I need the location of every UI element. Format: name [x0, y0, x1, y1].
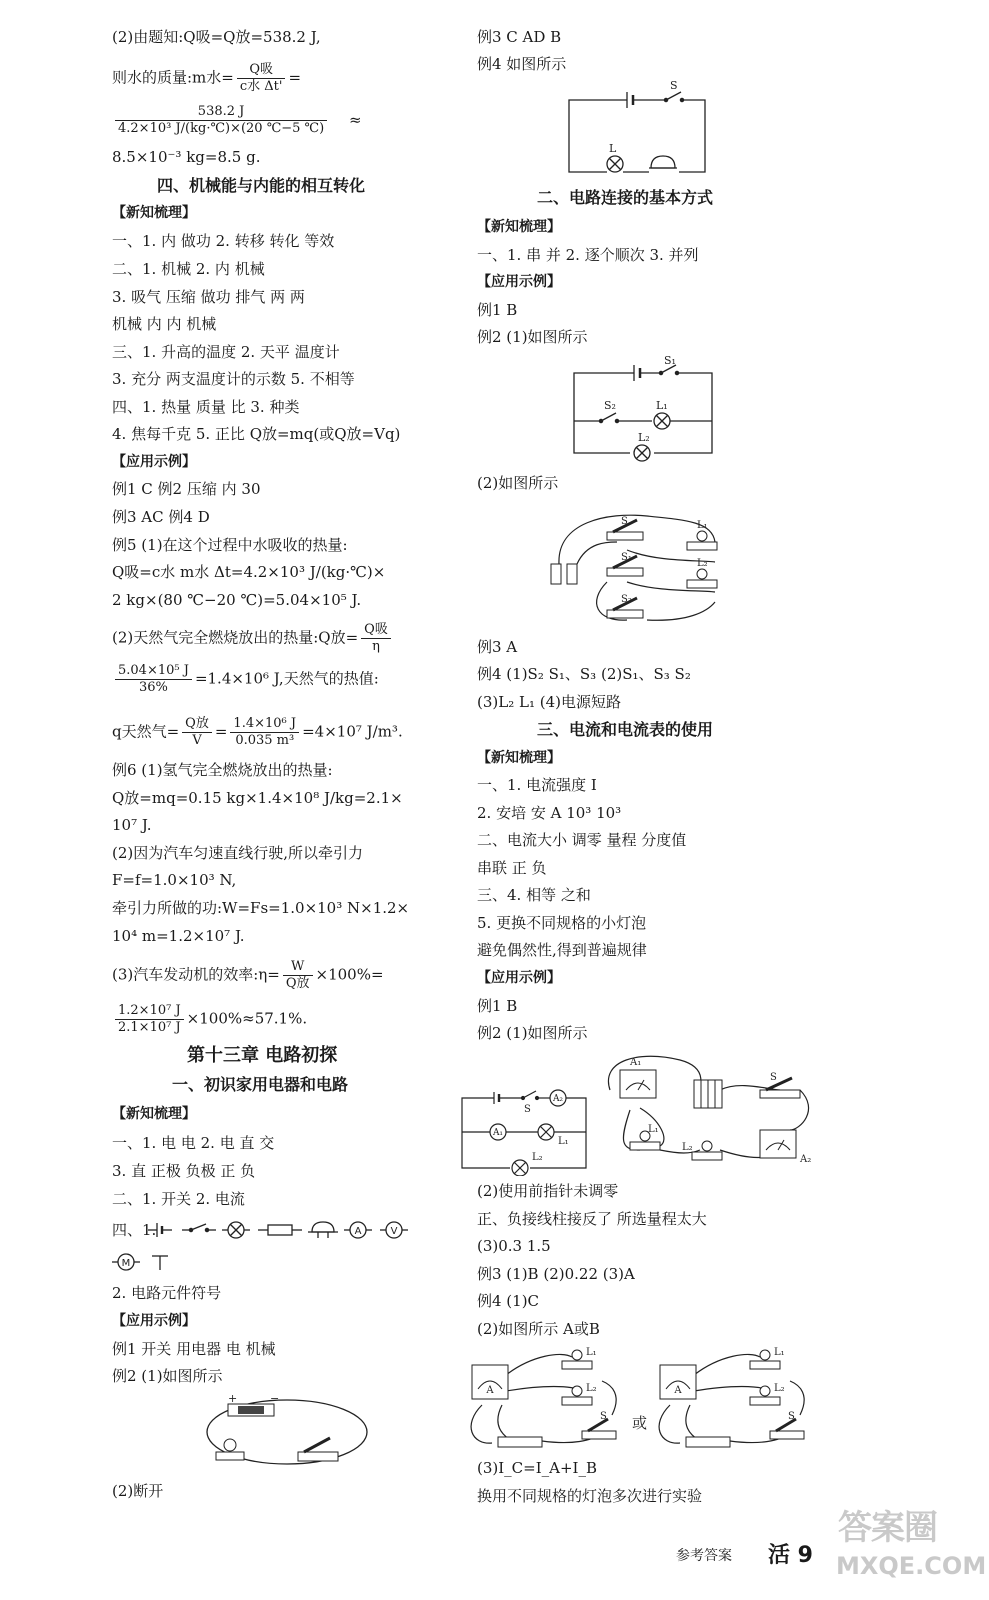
denominator: 0.035 m³ [235, 733, 295, 748]
fraction [115, 663, 192, 696]
text-line: 一、1. 电流强度 I [477, 776, 597, 794]
text-line: (2)如图所示 A或B [477, 1320, 600, 1338]
a2-label: A₂ [800, 1154, 812, 1165]
text-line: 正、负接线柱接反了 所选量程太大 [477, 1210, 707, 1228]
section-title: 二、电路连接的基本方式 [537, 188, 714, 207]
text-span: q天然气= [112, 722, 180, 741]
text-line: (2)由题知:Q吸=Q放=538.2 J, [112, 28, 321, 46]
text-line: 例3 C AD B [477, 28, 562, 46]
battery-holder-icon [228, 1404, 274, 1416]
text-line [112, 622, 394, 655]
text-line: 例1 B [477, 301, 518, 319]
ex4-circuit-right [650, 1345, 815, 1453]
section-title: 四、机械能与内能的相互转化 [157, 176, 366, 195]
fraction [361, 622, 391, 655]
minus-label: − [270, 1392, 280, 1405]
text-line: 例6 (1)氢气完全燃烧放出的热量: [112, 761, 333, 779]
text-line: 二、1. 开关 2. 电流 [112, 1190, 245, 1208]
text-line: 一、1. 电 电 2. 电 直 交 [112, 1134, 275, 1152]
text-line: Q放=mq=0.15 kg×1.4×10⁸ J/kg=2.1× [112, 789, 403, 807]
s2-label: S₂ [621, 594, 632, 605]
denominator: 4.2×10³ J/(kg·℃)×(20 ℃−5 ℃) [118, 121, 325, 136]
battery-cells-icon [551, 564, 577, 584]
l1-label: L₁ [656, 399, 668, 412]
denominator: c水 Δt' [239, 79, 283, 94]
text-span: =4×10⁷ J/m³. [302, 722, 403, 741]
denominator: η [372, 639, 380, 654]
or-text: 或 [632, 1414, 648, 1432]
text-line: 三、1. 升高的温度 2. 天平 温度计 [112, 343, 340, 361]
text-span: =1.4×10⁶ J,天然气的热值: [194, 669, 379, 688]
section-tag: 【应用示例】 [112, 1313, 196, 1329]
text-line: 例2 (1)如图所示 [112, 1367, 223, 1385]
section-tag: 【新知梳理】 [112, 1106, 196, 1122]
fraction [230, 716, 299, 749]
text-span: 则水的质量:m水= [112, 68, 234, 87]
section-tag: 【应用示例】 [477, 274, 561, 290]
text-line: q天然气= $\frac{\text{Q放}}{V}$ = $\frac{\text{1.4×10⁶ J}}{\text{0.035 m³}}$ =4×10⁷ J/m³. [112, 716, 403, 748]
lamp-label: L [609, 142, 617, 155]
a1-label: A₁ [630, 1057, 642, 1068]
lamp-symbol [222, 1222, 250, 1238]
text-line: 例1 C 例2 压缩 内 30 [112, 480, 261, 498]
text-line: 例1 B [477, 997, 518, 1015]
switch-icon [770, 1419, 804, 1439]
motor-label: M [121, 1258, 131, 1269]
ex4-circuit-left [462, 1345, 627, 1453]
text-line: 例4 如图所示 [477, 55, 567, 73]
text-line [112, 1003, 307, 1036]
l1-label: L₁ [697, 520, 708, 531]
text-line: (2)断开 [112, 1482, 164, 1500]
text-line: 例3 (1)B (2)0.22 (3)A [477, 1265, 635, 1283]
fraction [182, 716, 212, 749]
text-line: 3. 吸气 压缩 做功 排气 两 两 [112, 288, 305, 306]
ammeter-a1-icon [620, 1070, 656, 1098]
l2-label: L₂ [586, 1383, 597, 1394]
text-line: 串联 正 负 [477, 859, 547, 877]
footer-label: 参考答案 [676, 1548, 732, 1564]
text-line: 例3 A [477, 638, 518, 656]
ammeter-a2-icon [760, 1130, 796, 1158]
battery-icon [686, 1437, 730, 1447]
numerator: Q放 [182, 716, 212, 733]
physical-ammeter-diagram [600, 1050, 830, 1175]
parallel-circuit-diagram [572, 355, 722, 470]
ammeter-label: A [354, 1226, 362, 1237]
ground-symbol [152, 1256, 168, 1270]
s-label: S [770, 1072, 777, 1083]
text-line: 3. 直 正极 负极 正 负 [112, 1162, 256, 1180]
text-line: (3)I_C=I_A+I_B [477, 1459, 597, 1477]
text-line: 5. 更换不同规格的小灯泡 [477, 914, 647, 932]
text-line: 例2 (1)如图所示 [477, 328, 588, 346]
text-line: 牵引力所做的功:W=Fs=1.0×10³ N×1.2× [112, 899, 410, 917]
s-label: S [621, 516, 628, 527]
text-line: 避免偶然性,得到普遍规律 [477, 941, 647, 959]
text-line [112, 62, 301, 95]
s1-label: S₁ [621, 552, 632, 563]
section-tag: 【新知梳理】 [477, 219, 561, 235]
numerator: Q吸 [361, 622, 391, 639]
numerator: W [283, 959, 313, 976]
denominator: Q放 [285, 976, 310, 991]
ammeter-label: A [674, 1385, 682, 1396]
text-line: 2. 电路元件符号 [112, 1284, 222, 1302]
l1-label: L₁ [558, 1136, 569, 1147]
l2-label: L₂ [774, 1383, 785, 1394]
text-line: (2)如图所示 [477, 474, 559, 492]
l2-label: L₂ [697, 558, 708, 569]
series-circuit-diagram [567, 80, 717, 180]
text-line: 二、1. 机械 2. 内 机械 [112, 260, 265, 278]
s-label: S [788, 1411, 795, 1422]
text-span: = [288, 68, 302, 87]
physical-parallel-diagram [547, 502, 747, 632]
knife-switch-icon [298, 1438, 338, 1461]
text-line: 3. 充分 两支温度计的示数 5. 不相等 [112, 370, 355, 388]
text-line: 例4 (1)C [477, 1292, 540, 1310]
denominator: 36% [139, 680, 168, 695]
section-tag: 【应用示例】 [477, 970, 561, 986]
chapter-title: 第十三章 电路初探 [187, 1045, 338, 1066]
numerator: 1.2×10⁷ J [115, 1003, 184, 1020]
denominator: V [192, 733, 202, 748]
a2-label: A₂ [552, 1094, 564, 1104]
battery-box-icon [694, 1080, 722, 1108]
text-line: 4. 焦每千克 5. 正比 Q放=mq(或Q放=Vq) [112, 425, 401, 443]
section-title: 三、电流和电流表的使用 [537, 720, 714, 739]
ammeter-circuit-diagram [460, 1088, 590, 1176]
switch-icon [582, 1419, 616, 1439]
physical-circuit-diagram [202, 1392, 372, 1472]
text-line: 例2 (1)如图所示 [477, 1024, 588, 1042]
l2-label: L₂ [682, 1142, 693, 1153]
ammeter-label: A [486, 1385, 494, 1396]
fraction [283, 959, 313, 992]
text-line: 例3 AC 例4 D [112, 508, 210, 526]
bell-symbol [308, 1222, 338, 1238]
text-line: 例1 开关 用电器 电 机械 [112, 1340, 276, 1358]
resistor-symbol [258, 1225, 302, 1235]
l1-label: L₁ [586, 1347, 597, 1358]
fraction [115, 1003, 184, 1036]
text-line: 二、电流大小 调零 量程 分度值 [477, 831, 687, 849]
l2-label: L₂ [638, 431, 650, 444]
text-line: 一、1. 内 做功 2. 转移 转化 等效 [112, 232, 335, 250]
text-line: 2 kg×(80 ℃−20 ℃)=5.04×10⁵ J. [112, 591, 362, 609]
numerator: 5.04×10⁵ J [115, 663, 192, 680]
battery-icon [498, 1437, 542, 1447]
text-line: 例5 (1)在这个过程中水吸收的热量: [112, 536, 348, 554]
section-tag: 【新知梳理】 [112, 205, 196, 221]
circuit-symbols-2 [112, 1248, 192, 1276]
switch-label: S [670, 80, 678, 92]
switch-symbol [182, 1224, 216, 1232]
text-line: 10⁴ m=1.2×10⁷ J. [112, 927, 245, 945]
l1-label: L₁ [774, 1347, 785, 1358]
text-line: 机械 内 内 机械 [112, 315, 217, 333]
section-tag: 【应用示例】 [112, 454, 196, 470]
text-line [112, 959, 384, 992]
text-span: ≈ [348, 110, 362, 129]
watermark-url: MXQE.COM [836, 1552, 987, 1580]
text-line: 四、1. [112, 1221, 157, 1239]
s-label: S [524, 1104, 531, 1115]
s1-label: S₁ [664, 355, 676, 367]
battery-symbol [148, 1223, 172, 1237]
numerator: 538.2 J [115, 104, 327, 121]
text-line: (3)L₂ L₁ (4)电源短路 [477, 693, 621, 711]
a1-label: A₁ [492, 1128, 504, 1138]
bulb-l2-icon [692, 1141, 722, 1160]
circuit-symbols [148, 1216, 448, 1244]
text-line: 2. 安培 安 A 10³ 10³ [477, 804, 622, 822]
text-span: (3)汽车发动机的效率:η= [112, 965, 280, 984]
text-line: (2)因为汽车匀速直线行驶,所以牵引力 [112, 844, 364, 862]
text-line: 一、1. 串 并 2. 逐个顺次 3. 并列 [477, 246, 699, 264]
text-line: F=f=1.0×10³ N, [112, 871, 237, 889]
text-line: Q吸=c水 m水 Δt=4.2×10³ J/(kg·℃)× [112, 563, 386, 581]
bulb-l2-icon [687, 569, 717, 588]
text-line: 10⁷ J. [112, 816, 152, 834]
l2-label: L₂ [532, 1152, 543, 1163]
denominator: 2.1×10⁷ J [118, 1020, 181, 1035]
text-span: ×100%≈57.1%. [186, 1009, 308, 1028]
page-number: 活 9 [768, 1543, 813, 1568]
s2-label: S₂ [604, 399, 616, 412]
numerator: 1.4×10⁶ J [230, 716, 299, 733]
plus-label: + [228, 1392, 238, 1405]
section-title: 一、初识家用电器和电路 [172, 1075, 349, 1094]
s-label: S [600, 1411, 607, 1422]
text-line: 换用不同规格的灯泡多次进行实验 [477, 1487, 703, 1505]
text-line [112, 104, 362, 137]
l1-label: L₁ [648, 1124, 659, 1135]
numerator: Q吸 [237, 62, 286, 79]
text-line: (3)0.3 1.5 [477, 1237, 551, 1255]
text-span: (2)天然气完全燃烧放出的热量:Q放= [112, 628, 359, 647]
fraction [115, 104, 327, 137]
watermark-logo: 答案圈 [838, 1508, 937, 1548]
fraction [237, 62, 286, 95]
text-line: 三、4. 相等 之和 [477, 886, 591, 904]
section-tag: 【新知梳理】 [477, 750, 561, 766]
voltmeter-label: V [390, 1226, 398, 1237]
text-line: 例4 (1)S₂ S₁、S₃ (2)S₁、S₃ S₂ [477, 665, 691, 683]
text-line: 8.5×10⁻³ kg=8.5 g. [112, 148, 261, 166]
text-line: 四、1. 热量 质量 比 3. 种类 [112, 398, 300, 416]
text-span: ×100%= [315, 965, 384, 984]
text-line [112, 663, 379, 696]
text-line: (2)使用前指针未调零 [477, 1182, 619, 1200]
